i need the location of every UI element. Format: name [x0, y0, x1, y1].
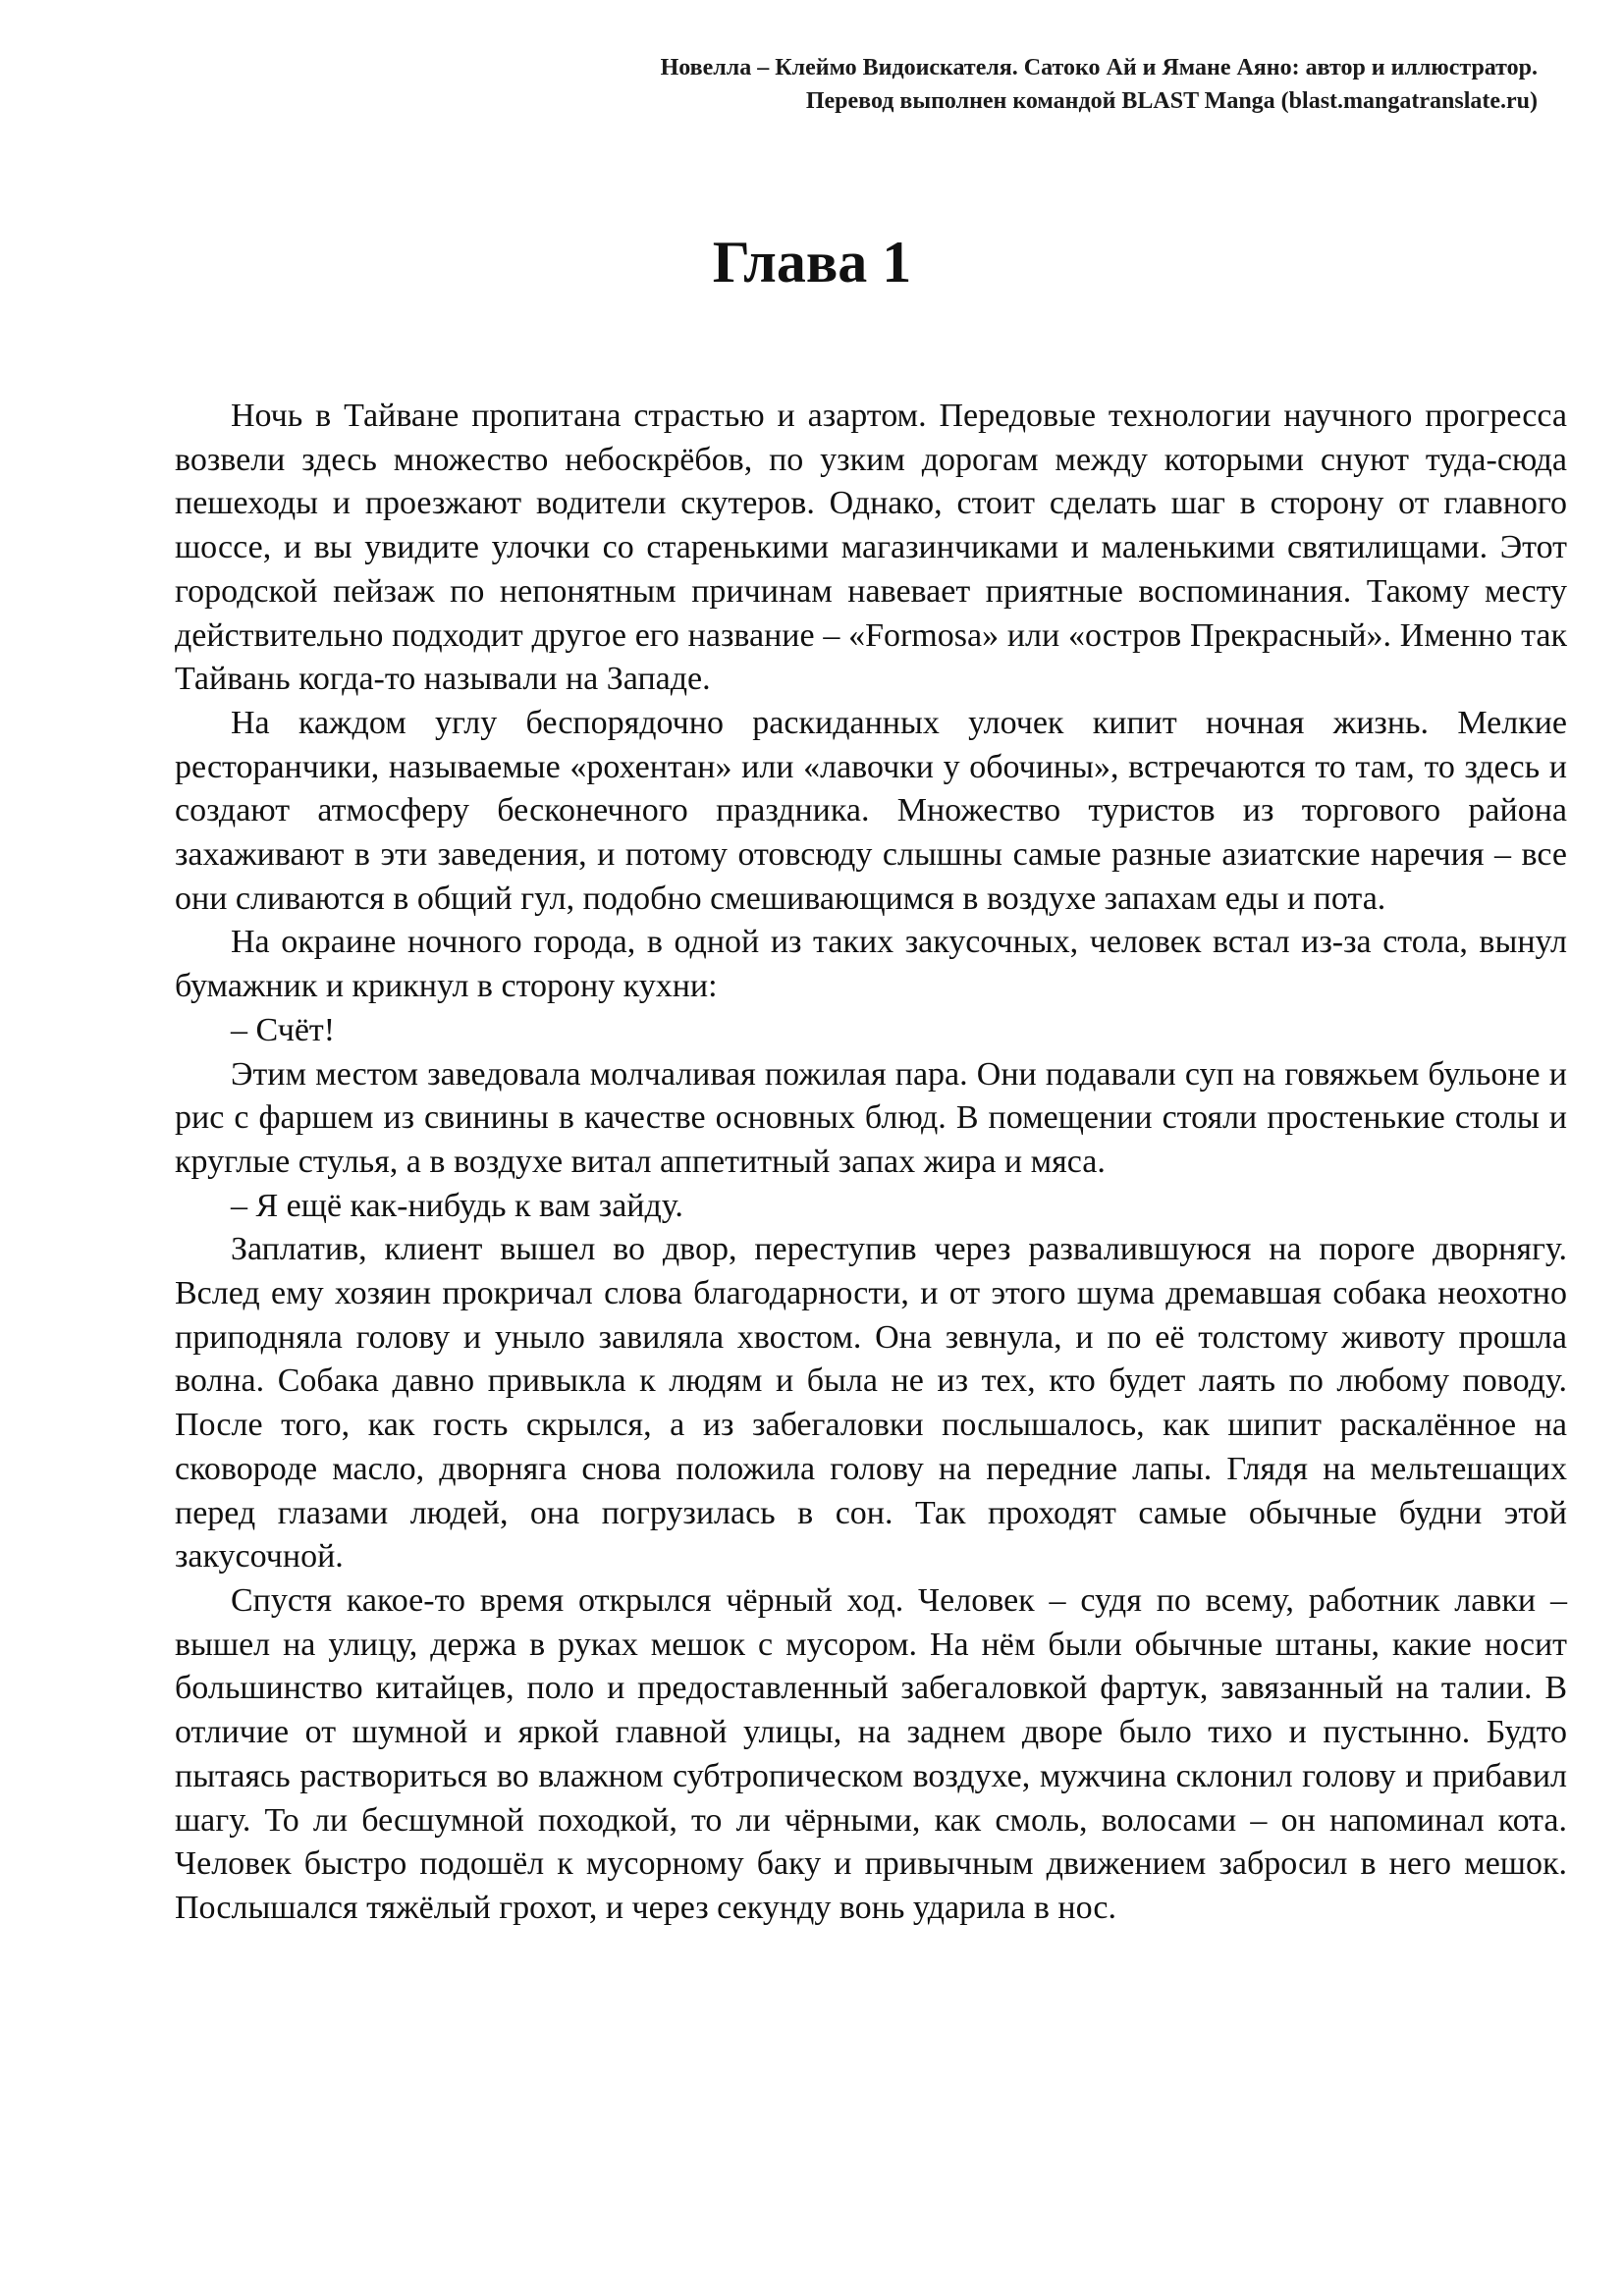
dialogue-line: – Я ещё как-нибудь к вам зайду.: [231, 1187, 683, 1224]
header-novel-credit: Новелла – Клеймо Видоискателя. Сатоко Ай и Ямане Аяно: автор и иллюстратор.: [660, 55, 1538, 80]
dialogue-line: – Счёт!: [231, 1011, 336, 1048]
paragraph: На каждом углу беспорядочно раскиданных улочек кипит ночная жизнь. Мелкие ресторанчики, называемые «рохентан» или «лавочки у обочины», встречаются то там, то здесь и создают атмосферу бесконечного праздника. Множество туристов из торгового района захаживают в эти заведения, и потому отовсюду слышны самые разные азиатские наречия – все они сливаются в общий гул, подобно смешивающимся в воздухе запахам еды и пота.: [175, 704, 1567, 917]
paragraph: На окраине ночного города, в одной из таких закусочных, человек встал из-за стола, вынул бумажник и крикнул в сторону кухни:: [175, 924, 1567, 1005]
header-translation-credit: Перевод выполнен командой BLAST Manga (blast.mangatranslate.ru): [805, 88, 1538, 114]
chapter-body: [175, 395, 1567, 1931]
page-header: [261, 51, 1538, 118]
paragraph: Заплатив, клиент вышел во двор, переступив через развалившуюся на пороге дворнягу. Вслед ему хозяин прокричал слова благодарности, и от этого шума дремавшая собака неохотно приподняла голову и уныло завиляла хвостом. Она зевнула, и по её толстому животу прошла волна. Собака давно привыкла к людям и была не из тех, кто будет лаять по любому поводу. После того, как гость скрылся, а из забегаловки послышалось, как шипит раскалённое на сковороде масло, дворняга снова положила голову на передние лапы. Глядя на мельтешащих перед глазами людей, она погрузилась в сон. Так проходят самые обычные будни этой закусочной.: [175, 1231, 1567, 1575]
paragraph: Этим местом заведовала молчаливая пожилая пара. Они подавали суп на говяжьем бульоне и рис с фаршем из свинины в качестве основных блюд. В помещении стояли простенькие столы и круглые стулья, а в воздухе витал аппетитный запах жира и мяса.: [175, 1055, 1567, 1180]
paragraph: Ночь в Тайване пропитана страстью и азартом. Передовые технологии научного прогресса возвели здесь множество небоскрёбов, по узким дорогам между которыми снуют туда-сюда пешеходы и проезжают водители скутеров. Однако, стоит сделать шаг в сторону от главного шоссе, и вы увидите улочки со старенькими магазинчиками и маленькими святилищами. Этот городской пейзаж по непонятным причинам навевает приятные воспоминания. Такому месту действительно подходит другое его название – «Formosa» или «остров Прекрасный». Именно так Тайвань когда-то называли на Западе.: [175, 398, 1567, 698]
paragraph: Спустя какое-то время открылся чёрный ход. Человек – судя по всему, работник лавки – вышел на улицу, держа в руках мешок с мусором. На нём были обычные штаны, какие носит большинство китайцев, поло и предоставленный забегаловкой фартук, завязанный на талии. В отличие от шумной и яркой главной улицы, на заднем дворе было тихо и пустынно. Будто пытаясь раствориться во влажном субтропическом воздухе, мужчина склонил голову и прибавил шагу. То ли бесшумной походкой, то ли чёрными, как смоль, волосами – он напоминал кота. Человек быстро подошёл к мусорному баку и привычным движением забросил в него мешок. Послышался тяжёлый грохот, и через секунду вонь ударила в нос.: [175, 1581, 1567, 1926]
chapter-title: Глава 1: [712, 230, 912, 294]
